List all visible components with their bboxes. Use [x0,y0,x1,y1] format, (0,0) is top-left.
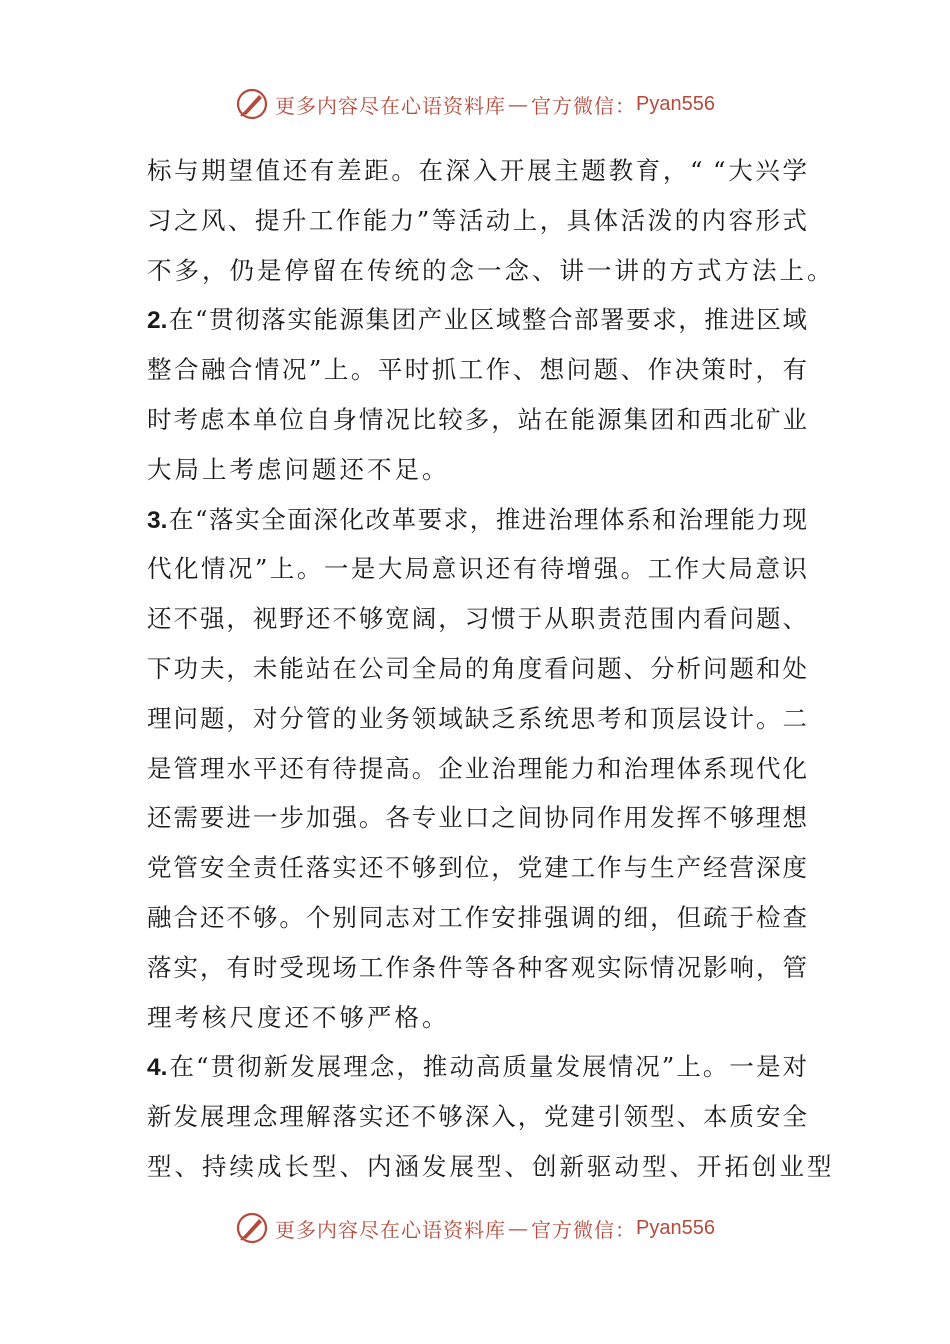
line-text: 理问题，对分管的业务领域缺乏系统思考和顶层设计。二 [147,703,807,733]
text-line [147,594,807,644]
text-line [147,843,807,893]
watermark-brand: 更多内容尽在心语资料库 [275,93,507,118]
text-line [147,1142,835,1192]
line-text: 不多，仍是停留在传统的念一念、讲一讲的方式方法上。 [147,255,835,285]
line-text: 下功夫，未能站在公司全局的角度看问题、分析问题和处 [147,653,807,683]
paragraph-number: 3. [147,506,168,534]
line-text: 在“贯彻新发展理念，推动高质量发展情况”上。一是对 [167,1052,807,1082]
line-text: 大局上考虑问题还不足。 [147,454,450,484]
line-text: 型、持续成长型、内涵发展型、创新驱动型、开拓创业型 [147,1151,835,1181]
quill-logo-icon [235,1211,269,1245]
text-line [147,246,835,296]
paragraph-number: 2. [147,307,168,335]
text-line [147,495,807,545]
line-text: 落实，有时受现场工作条件等各种客观实际情况影响，管 [147,952,807,982]
watermark-handle: Pyan556 [636,1216,715,1239]
watermark-dash: — [508,1216,530,1240]
text-line [147,1042,807,1092]
header-watermark [0,84,950,124]
text-line [147,544,807,594]
text-line [147,694,807,744]
line-text: 是管理水平还有待提高。企业治理能力和治理体系现代化 [147,753,807,783]
text-line [147,993,807,1043]
line-text: 时考虑本单位自身情况比较多，站在能源集团和西北矿业 [147,404,807,434]
footer-watermark [0,1208,950,1248]
line-text: 标与期望值还有差距。在深入开展主题教育，“ “大兴学 [147,156,807,185]
text-line [147,395,807,445]
watermark-brand: 更多内容尽在心语资料库 [275,1217,507,1242]
watermark-dash: — [508,92,530,116]
paragraph [147,146,835,295]
text-line [147,345,807,395]
line-text: 习之风、提升工作能力”等活动上，具体活泼的内容形式 [147,205,807,235]
text-line [147,445,807,495]
line-text: 代化情况”上。一是大局意识还有待增强。工作大局意识 [147,554,807,584]
watermark-wechat-label: 官方微信： [531,93,637,118]
quill-logo-icon [235,87,269,121]
line-text: 还需要进一步加强。各专业口之间协同作用发挥不够理想 [147,803,807,833]
line-text: 理考核尺度还不够严格。 [147,1002,450,1032]
text-line [147,146,807,196]
line-text: 在“落实全面深化改革要求，推进治理体系和治理能力现 [167,504,807,534]
line-text: 还不强，视野还不够宽阔，习惯于从职责范围内看问题、 [147,604,807,634]
text-line [147,793,807,843]
line-text: 在“贯彻落实能源集团产业区域整合部署要求，推进区域 [167,305,807,335]
paragraph [147,495,807,1043]
text-line [147,893,807,943]
paragraph-number: 4. [147,1054,168,1082]
text-line [147,1092,807,1142]
text-line [147,196,807,246]
line-text: 党管安全责任落实还不够到位，党建工作与生产经营深度 [147,853,807,883]
paragraph [147,295,807,494]
document-body [147,146,835,1192]
line-text: 融合还不够。个别同志对工作安排强调的细，但疏于检查 [147,902,807,932]
text-line [147,295,807,345]
line-text: 新发展理念理解落实还不够深入，党建引领型、本质安全 [147,1102,807,1132]
watermark-handle: Pyan556 [636,92,715,115]
text-line [147,744,807,794]
line-text: 整合融合情况”上。平时抓工作、想问题、作决策时，有 [147,355,807,385]
paragraph [147,1042,835,1191]
text-line [147,943,807,993]
text-line [147,644,807,694]
watermark-wechat-label: 官方微信： [531,1217,637,1242]
